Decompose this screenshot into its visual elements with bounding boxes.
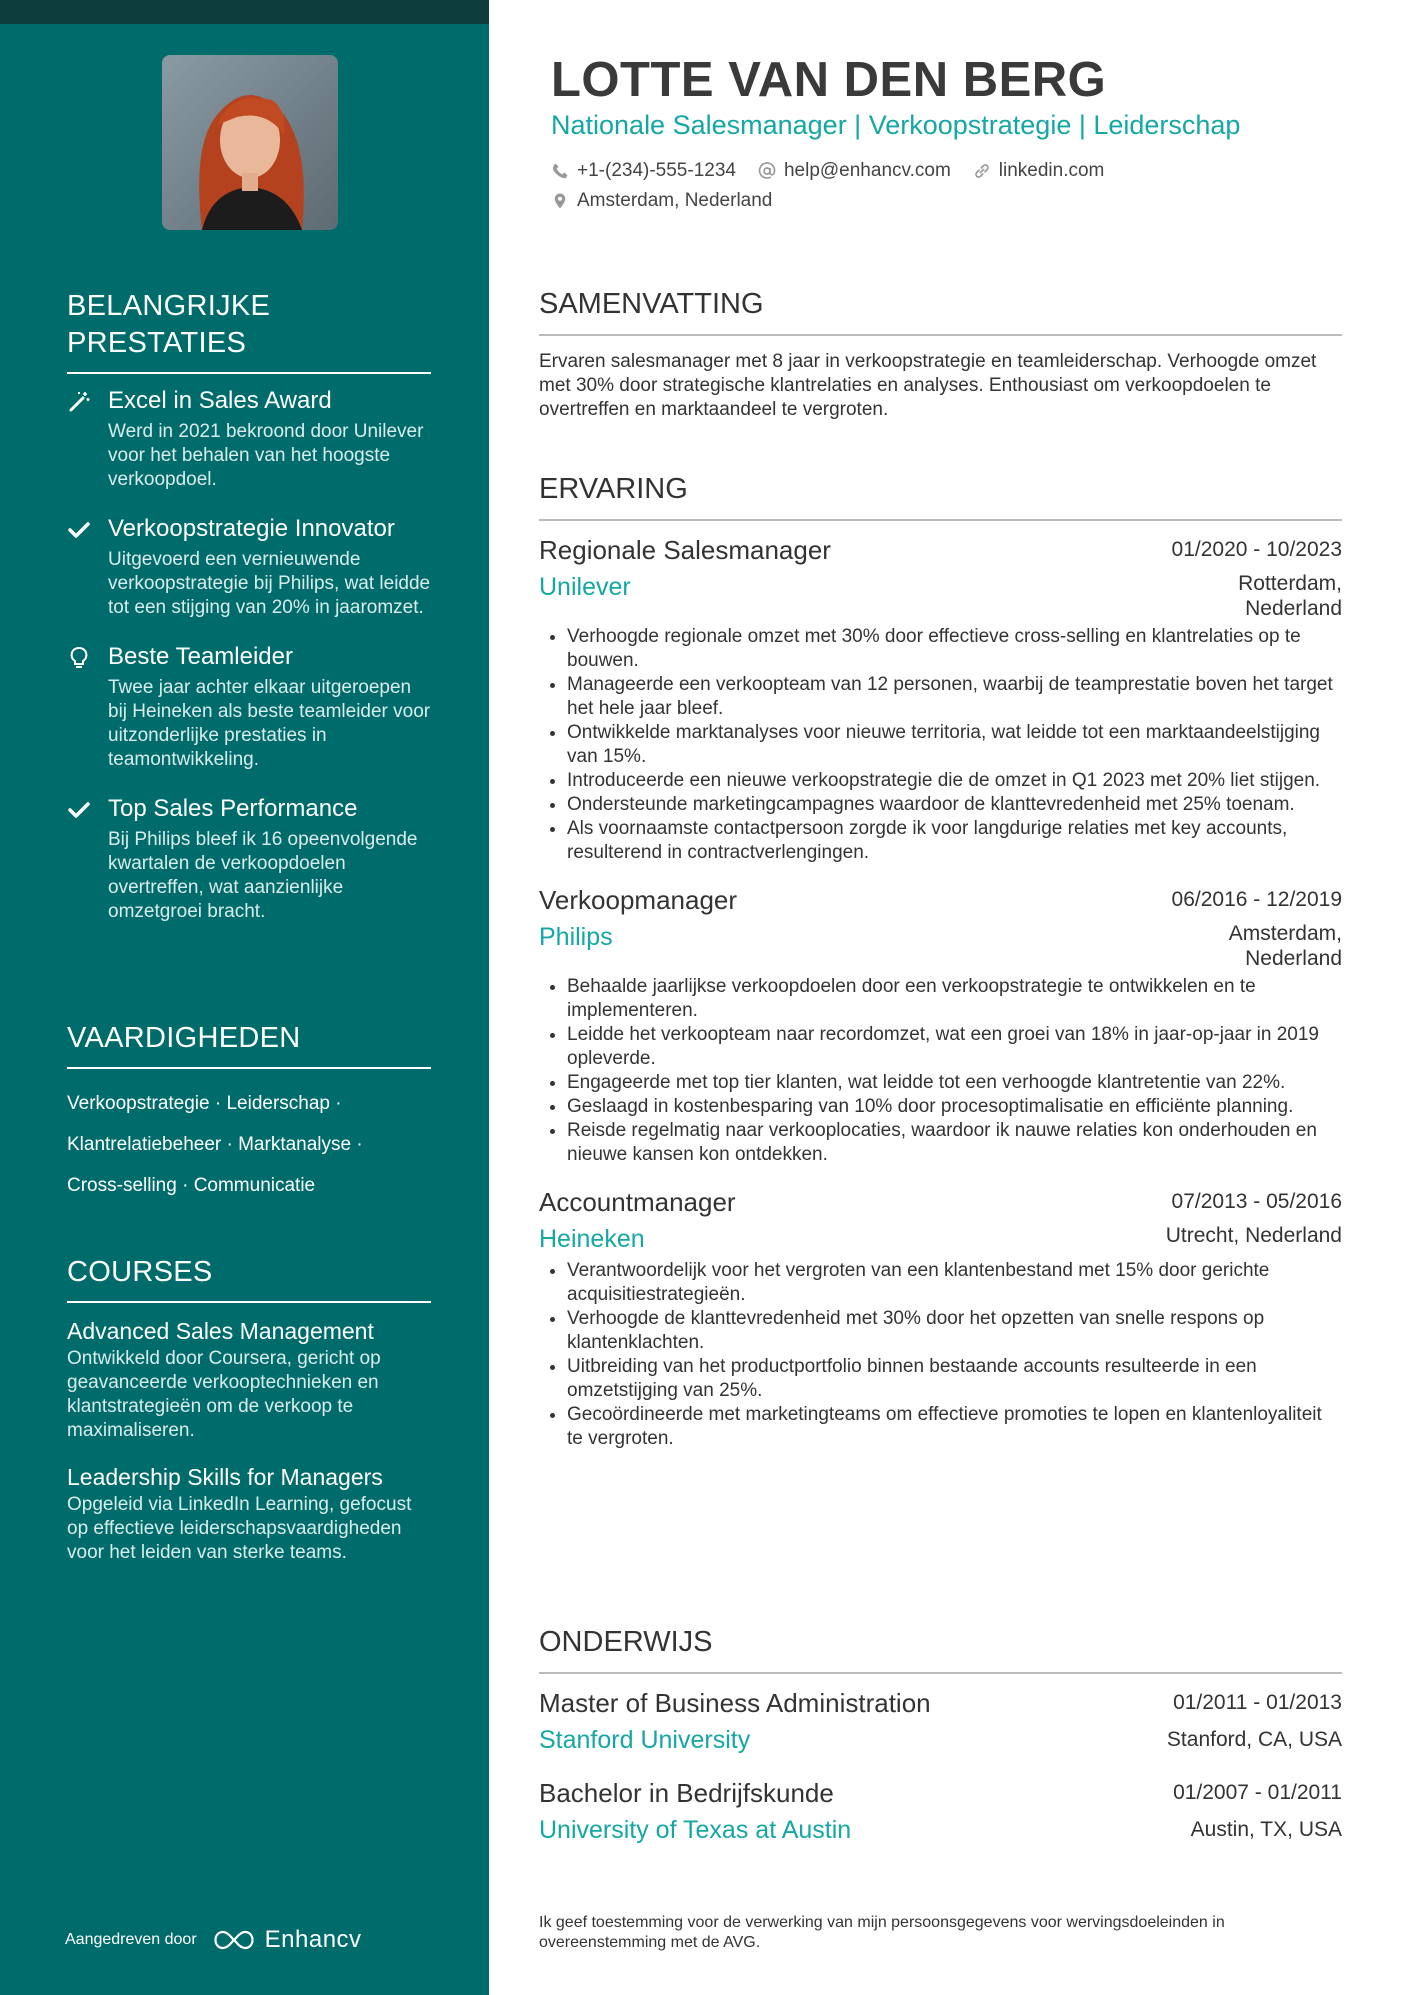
link-icon [973,162,991,180]
achievement-description: Bij Philips bleef ik 16 opeenvolgende kwartalen de verkoopdoelen overtreffen, wat aanzienlijke omzetgroei bracht. [108,829,418,922]
course-item [67,1315,431,1443]
education-location: Austin, TX, USA [1190,1818,1342,1841]
achievement-title: Beste Teamleider [108,643,293,670]
job-location [1238,571,1342,621]
job-bullet: • Uitbreiding van het productportfolio binnen bestaande accounts resulteerde in een omzetstijging van 25%. [567,1355,1342,1403]
achievements-title: BELANGRIJKE PRESTATIES [67,288,431,374]
job-bullet: • Manageerde een verkoopteam van 12 personen, waarbij de teamprestatie boven het target het hele jaar bleef. [567,673,1342,721]
school-name: Stanford University [539,1726,751,1754]
job-entry [539,883,1342,1167]
check-icon [67,798,91,822]
achievement-item [67,642,431,772]
skill-line: Cross-selling · Communicatie [67,1175,316,1196]
summary-title: SAMENVATTING [539,286,1342,336]
achievements-section [67,288,431,924]
education-dates: 01/2007 - 01/2011 [1173,1781,1342,1804]
location-text: Amsterdam, Nederland [577,190,773,211]
consent-footnote: Ik geef toestemming voor de verwerking van mijn persoonsgegevens voor wervingsdoeleinden in overeenstemming met de AVG. [539,1914,1225,1951]
phone-contact [551,160,736,182]
course-title: Advanced Sales Management [67,1318,374,1344]
course-description: Opgeleid via LinkedIn Learning, gefocust op effectieve leiderschapsvaardigheden voor het leiden van sterke teams. [67,1494,412,1563]
enhancv-logo-icon [211,1928,257,1952]
achievement-item [67,514,431,620]
email-contact[interactable] [758,160,951,182]
degree-title: Bachelor in Bedrijfskunde [539,1778,834,1808]
website-contact[interactable] [973,160,1105,182]
contact-row [551,160,1126,182]
profile-photo [162,55,338,230]
skills-section [67,1020,431,1206]
job-bullets [539,975,1342,1167]
company-name: Heineken [539,1225,645,1253]
education-entry [539,1686,1342,1756]
phone-icon [551,162,569,180]
job-bullet: • Ontwikkelde marktanalyses voor nieuwe territoria, wat leidde tot een marktaandeelstijging van 15%. [567,721,1342,769]
job-bullet: • Verantwoordelijk voor het vergroten van een klantenbestand met 15% door gerichte acquisitiestrategieën. [567,1259,1342,1307]
job-title: Verkoopmanager [539,885,738,915]
job-dates: 06/2016 - 12/2019 [1171,888,1342,911]
job-location-line: Utrecht, Nederland [1165,1224,1342,1247]
courses-section [67,1254,431,1565]
achievement-description: Werd in 2021 bekroond door Unilever voor het behalen van het hoogste verkoopdoel. [108,421,424,490]
magic-wand-icon [67,390,91,414]
powered-by-label: Aangedreven door [65,1931,197,1948]
lightbulb-icon [67,646,91,670]
education-dates: 01/2011 - 01/2013 [1173,1691,1342,1714]
sidebar-top-bar [0,0,489,24]
job-bullet: • Verhoogde de klanttevredenheid met 30% door het opzetten van snelle respons op klantenklachten. [567,1307,1342,1355]
company-name: Philips [539,923,613,951]
skill-line: Verkoopstrategie · Leiderschap · [67,1093,342,1114]
email-text: help@enhancv.com [783,160,951,181]
job-bullet: • Behaalde jaarlijkse verkoopdoelen door een verkoopstrategie te ontwikkelen en te implementeren. [567,975,1342,1023]
job-bullets [539,625,1342,865]
job-location-line: Amsterdam, [1228,922,1342,945]
job-dates: 07/2013 - 05/2016 [1171,1190,1342,1213]
location-contact [551,190,772,212]
job-bullet: • Reisde regelmatig naar verkooplocaties, waardoor ik nauwe relaties kon onderhouden en nieuwe kansen kon ontdekken. [567,1119,1342,1167]
degree-title: Master of Business Administration [539,1688,931,1718]
summary-section [539,286,1342,422]
job-bullets [539,1259,1342,1451]
job-bullet: • Ondersteunde marketingcampagnes waardoor de klanttevredenheid met 25% toenam. [567,793,1342,817]
achievement-item [67,794,431,924]
job-bullet: • Geslaagd in kostenbesparing van 10% door procesoptimalisatie en efficiënte planning. [567,1095,1342,1119]
job-entry [539,533,1342,865]
course-title: Leadership Skills for Managers [67,1464,383,1490]
job-location-line: Nederland [1245,597,1342,620]
job-entry [539,1185,1342,1451]
location-pin-icon [551,191,569,211]
course-item [67,1461,431,1565]
education-section [539,1624,1342,1846]
job-dates: 01/2020 - 10/2023 [1171,538,1342,561]
achievement-description: Twee jaar achter elkaar uitgeroepen bij Heineken als beste teamleider voor uitzonderlijke prestaties in teamontwikkeling. [108,677,431,770]
company-name: Unilever [539,573,631,601]
achievement-title: Excel in Sales Award [108,387,332,414]
phone-text: +1-(234)-555-1234 [577,160,736,181]
sidebar [0,0,489,1995]
job-title: Regionale Salesmanager [539,535,831,565]
job-location [1166,1223,1342,1248]
job-bullet: • Gecoördineerde met marketingteams om effectieve promoties te lopen en klantenloyaliteit te vergroten. [567,1403,1342,1451]
achievement-title: Verkoopstrategie Innovator [108,515,395,542]
job-bullet: • Als voornaamste contactpersoon zorgde ik voor langdurige relaties met key accounts, resulterend in contractverlengingen. [567,817,1342,865]
job-location-line: Rotterdam, [1238,572,1342,595]
job-bullet: • Verhoogde regionale omzet met 30% door effectieve cross-selling en klantrelaties op te bouwen. [567,625,1342,673]
experience-title: ERVARING [539,471,1342,521]
education-location: Stanford, CA, USA [1166,1728,1342,1751]
experience-section [539,471,1342,1451]
job-bullet: • Engageerde met top tier klanten, wat leidde tot een verhoogde klantretentie van 22%. [567,1071,1342,1095]
person-name: LOTTE VAN DEN BERG [551,53,1107,107]
skills-title: VAARDIGHEDEN [67,1020,431,1069]
skill-line: Klantrelatiebeheer · Marktanalyse · [67,1134,363,1155]
website-text: linkedin.com [998,160,1105,181]
job-location-line: Nederland [1245,947,1342,970]
job-bullet: • Introduceerde een nieuwe verkoopstrategie die de omzet in Q1 2023 met 20% liet stijgen. [567,769,1342,793]
headline: Nationale Salesmanager | Verkoopstrategie | Leiderschap [551,110,1241,140]
skills-list [67,1083,431,1206]
achievement-description: Uitgevoerd een vernieuwende verkoopstrategie bij Philips, wat leidde tot een stijging van 20% in jaaromzet. [108,549,431,618]
summary-text: Ervaren salesmanager met 8 jaar in verkoopstrategie en teamleiderschap. Verhoogde omzet met 30% door strategische klantrelaties en analyses. Enthousiast om verkoopdoelen te overtreffen en marktaandeel te vergroten. [539,351,1317,420]
courses-title: COURSES [67,1254,431,1303]
brand-name: Enhancv [264,1926,362,1953]
job-location [1229,921,1342,971]
course-description: Ontwikkeld door Coursera, gericht op geavanceerde verkooptechnieken en klantstrategieën om de verkoop te maximaliseren. [67,1348,381,1441]
education-entry [539,1776,1342,1846]
education-title: ONDERWIJS [539,1624,1342,1674]
location-row [551,190,794,212]
powered-by [65,1926,362,1954]
job-title: Accountmanager [539,1187,736,1217]
job-bullet: • Leidde het verkoopteam naar recordomzet, wat een groei van 18% in jaar-op-jaar in 2019 opleverde. [567,1023,1342,1071]
check-icon [67,518,91,542]
school-name: University of Texas at Austin [539,1816,852,1844]
at-icon [758,162,776,180]
achievement-item [67,386,431,492]
achievement-title: Top Sales Performance [108,795,358,822]
